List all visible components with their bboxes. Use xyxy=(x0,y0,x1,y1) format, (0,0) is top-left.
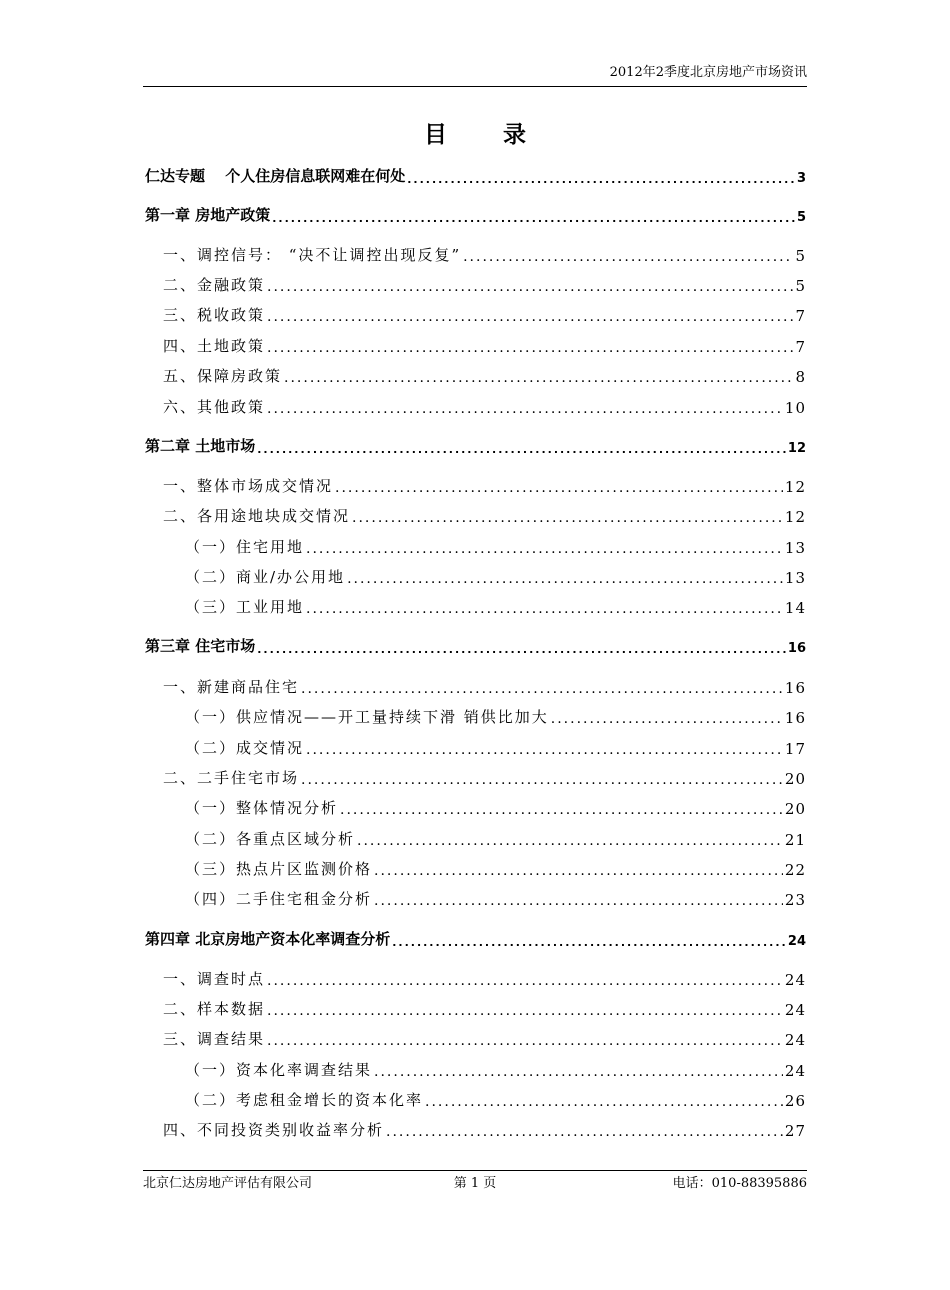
toc-entry-page: 3 xyxy=(796,171,806,186)
toc-leader-dots xyxy=(306,541,783,557)
toc-entry-page: 24 xyxy=(787,934,806,949)
toc-entry-page: 17 xyxy=(784,740,806,758)
toc-leader-dots xyxy=(357,833,783,849)
toc-entry[interactable] xyxy=(145,925,806,949)
toc-entry-title: 二、二手住宅市场 xyxy=(163,769,300,787)
toc-entry-title: （一）整体情况分析 xyxy=(185,799,339,817)
toc-leader-dots xyxy=(272,212,795,225)
toc-leader-dots xyxy=(425,1094,783,1110)
toc-leader-dots xyxy=(301,772,783,788)
toc-entry[interactable] xyxy=(145,563,806,587)
toc-entry-title: 三、税收政策 xyxy=(163,306,266,324)
toc-entry[interactable] xyxy=(145,1116,806,1140)
toc-entry-title: 四、不同投资类别收益率分析 xyxy=(163,1121,385,1139)
toc-entry[interactable] xyxy=(145,1086,806,1110)
toc-entry[interactable] xyxy=(145,201,806,225)
toc-entry-title: 第二章 土地市场 xyxy=(145,437,256,455)
toc-entry[interactable] xyxy=(145,472,806,496)
toc-entry-title: （二）各重点区域分析 xyxy=(185,830,356,848)
toc-entry-page: 26 xyxy=(784,1092,806,1110)
toc-entry-title: （二）成交情况 xyxy=(185,739,305,757)
toc-entry-page: 21 xyxy=(784,831,806,849)
toc-entry[interactable] xyxy=(145,162,806,186)
toc-leader-dots xyxy=(306,742,783,758)
toc-entry-page: 24 xyxy=(784,1001,806,1019)
toc-leader-dots xyxy=(267,1003,783,1019)
toc-entry[interactable] xyxy=(145,1056,806,1080)
toc-entry[interactable] xyxy=(145,432,806,456)
toc-entry-title: （二）商业/办公用地 xyxy=(185,568,346,586)
toc-entry-title: 第四章 北京房地产资本化率调查分析 xyxy=(145,930,391,948)
toc-entry-page: 16 xyxy=(784,709,806,727)
toc-entry-page: 13 xyxy=(784,569,806,587)
footer-phone: 电话：010-88395886 xyxy=(672,1176,807,1191)
toc-entry[interactable] xyxy=(145,593,806,617)
toc-leader-dots xyxy=(340,802,783,818)
toc-entry[interactable] xyxy=(145,885,806,909)
toc-entry-page: 24 xyxy=(784,1031,806,1049)
toc-entry-page: 7 xyxy=(795,338,806,356)
toc-entry-title: 六、其他政策 xyxy=(163,398,266,416)
toc-leader-dots xyxy=(386,1124,783,1140)
toc-entry-page: 20 xyxy=(784,800,806,818)
toc-entry[interactable] xyxy=(145,502,806,526)
toc-leader-dots xyxy=(463,249,793,265)
toc-entry[interactable] xyxy=(145,271,806,295)
toc-entry-title: （三）工业用地 xyxy=(185,598,305,616)
toc-entry-title: （一）供应情况——开工量持续下滑 销供比加大 xyxy=(185,708,549,726)
toc-entry-title: （四）二手住宅租金分析 xyxy=(185,890,373,908)
toc-entry-page: 23 xyxy=(784,891,806,909)
toc-entry-page: 16 xyxy=(784,679,806,697)
toc-entry[interactable] xyxy=(145,855,806,879)
toc-entry-title: 二、各用途地块成交情况 xyxy=(163,507,351,525)
toc-leader-dots xyxy=(301,681,783,697)
toc-entry-page: 14 xyxy=(784,599,806,617)
toc-entry-page: 20 xyxy=(784,770,806,788)
toc-entry-title: （一）资本化率调查结果 xyxy=(185,1061,373,1079)
toc-entry-page: 12 xyxy=(784,478,806,496)
toc-leader-dots xyxy=(257,443,786,456)
toc-entry-page: 16 xyxy=(787,641,806,656)
toc-entry-title: （一）住宅用地 xyxy=(185,538,305,556)
toc-entry-title: 仁达专题 个人住房信息联网难在何处 xyxy=(145,167,406,185)
toc-title: 目 录 xyxy=(423,122,550,148)
footer-page-number: 第 1 页 xyxy=(453,1176,497,1191)
toc-leader-dots xyxy=(306,601,783,617)
toc-entry[interactable] xyxy=(145,825,806,849)
toc-leader-dots xyxy=(407,173,795,186)
toc-entry-page: 8 xyxy=(795,368,806,386)
toc-entry-title: 一、调查时点 xyxy=(163,970,266,988)
toc-leader-dots xyxy=(267,309,793,325)
toc-entry[interactable] xyxy=(145,995,806,1019)
toc-entry-title: 二、金融政策 xyxy=(163,276,266,294)
toc-entry-page: 5 xyxy=(795,247,806,265)
toc-entry-title: 一、调控信号： “决不让调控出现反复” xyxy=(163,246,462,264)
toc-entry-page: 13 xyxy=(784,539,806,557)
toc-leader-dots xyxy=(267,340,793,356)
toc-entry-title: 四、土地政策 xyxy=(163,337,266,355)
toc-leader-dots xyxy=(551,711,783,727)
toc-entry-title: 二、样本数据 xyxy=(163,1000,266,1018)
page-footer xyxy=(143,1170,807,1195)
toc-entry-title: 第三章 住宅市场 xyxy=(145,637,256,655)
toc-entry-title: 一、整体市场成交情况 xyxy=(163,477,334,495)
toc-leader-dots xyxy=(374,863,783,879)
page-header xyxy=(143,64,807,87)
toc-entry-page: 10 xyxy=(784,399,806,417)
toc-entry-title: （三）热点片区监测价格 xyxy=(185,860,373,878)
toc-entry[interactable] xyxy=(145,362,806,386)
toc-entry[interactable] xyxy=(145,332,806,356)
toc-entry[interactable] xyxy=(145,764,806,788)
toc-entry[interactable] xyxy=(145,794,806,818)
toc-entry[interactable] xyxy=(145,673,806,697)
toc-entry[interactable] xyxy=(145,393,806,417)
toc-entry[interactable] xyxy=(145,632,806,656)
toc-entry[interactable] xyxy=(145,734,806,758)
toc-entry-title: （二）考虑租金增长的资本化率 xyxy=(185,1091,424,1109)
toc-entry-title: 一、新建商品住宅 xyxy=(163,678,300,696)
toc-leader-dots xyxy=(374,1064,783,1080)
toc-entry-page: 27 xyxy=(784,1122,806,1140)
toc-entry-title: 三、调查结果 xyxy=(163,1030,266,1048)
toc-leader-dots xyxy=(257,643,786,656)
toc-entry-title: 五、保障房政策 xyxy=(163,367,283,385)
footer-company: 北京仁达房地产评估有限公司 xyxy=(143,1176,313,1191)
header-text: 2012年2季度北京房地产市场资讯 xyxy=(609,65,807,80)
toc-entry-title: 第一章 房地产政策 xyxy=(145,206,271,224)
toc-leader-dots xyxy=(267,973,783,989)
toc-leader-dots xyxy=(267,1033,783,1049)
toc-entry-page: 5 xyxy=(795,277,806,295)
toc-leader-dots xyxy=(352,510,783,526)
toc-leader-dots xyxy=(392,936,786,949)
toc-entry-page: 12 xyxy=(787,441,806,456)
toc-entry-page: 22 xyxy=(784,861,806,879)
toc-entry[interactable] xyxy=(145,1025,806,1049)
toc-entry-page: 24 xyxy=(784,971,806,989)
toc-entry-page: 24 xyxy=(784,1062,806,1080)
toc-leader-dots xyxy=(374,893,783,909)
toc-entry-page: 7 xyxy=(795,307,806,325)
toc-entry[interactable] xyxy=(145,241,806,265)
toc-entry[interactable] xyxy=(145,965,806,989)
toc-entry[interactable] xyxy=(145,703,806,727)
toc-leader-dots xyxy=(267,279,793,295)
toc-entry[interactable] xyxy=(145,533,806,557)
toc-entry[interactable] xyxy=(145,301,806,325)
toc-leader-dots xyxy=(347,571,783,587)
toc-leader-dots xyxy=(267,401,783,417)
toc-leader-dots xyxy=(284,370,793,386)
toc-entry-page: 12 xyxy=(784,508,806,526)
toc-entry-page: 5 xyxy=(796,210,806,225)
toc-leader-dots xyxy=(335,480,783,496)
